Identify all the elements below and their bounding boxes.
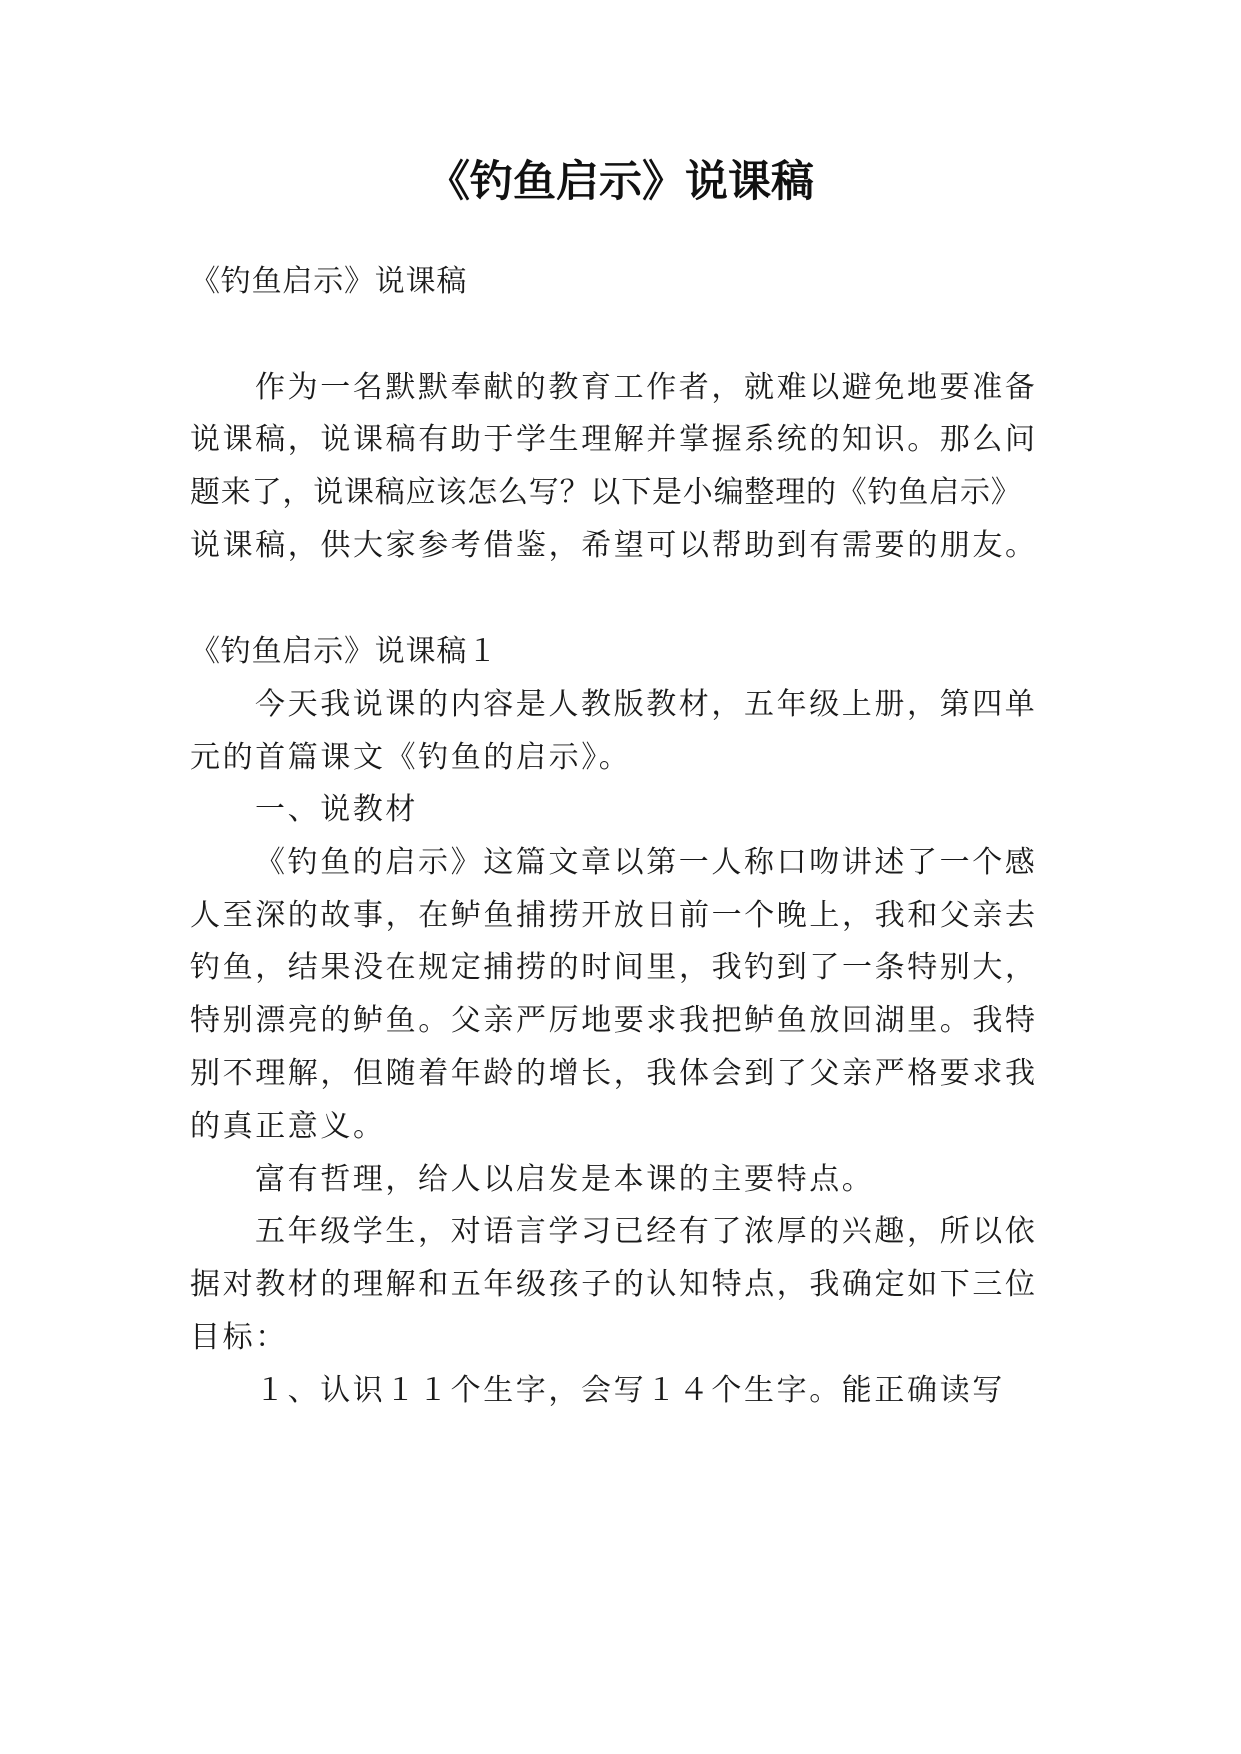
document-title: 《钓鱼启示》说课稿 [427,157,814,207]
section-heading: 《钓鱼启示》说课稿１ [190,634,498,669]
body-heading: 一、说教材 [255,792,418,827]
intro-line: 题来了，说课稿应该怎么写？以下是小编整理的《钓鱼启示》 [190,475,1022,510]
intro-line: 说课稿，说课稿有助于学生理解并掌握系统的知识。那么问 [190,422,1038,457]
body-line: 元的首篇课文《钓鱼的启示》。 [190,740,632,775]
body-line: 特别漂亮的鲈鱼。父亲严厉地要求我把鲈鱼放回湖里。我特 [190,1003,1038,1038]
body-line: 钓鱼，结果没在规定捕捞的时间里，我钓到了一条特别大， [190,950,1038,985]
body-line: 目标： [190,1320,288,1355]
intro-line: 作为一名默默奉献的教育工作者，就难以避免地要准备 [255,370,1038,405]
body-line: 今天我说课的内容是人教版教材，五年级上册，第四单 [255,687,1038,722]
body-line: 五年级学生，对语言学习已经有了浓厚的兴趣，所以依 [255,1214,1038,1249]
body-line: 的真正意义。 [190,1109,386,1144]
body-line: 人至深的故事，在鲈鱼捕捞开放日前一个晚上，我和父亲去 [190,898,1038,933]
body-line: １、认识１１个生字，会写１４个生字。能正确读写 [255,1373,1005,1408]
intro-line: 说课稿，供大家参考借鉴，希望可以帮助到有需要的朋友。 [190,528,1038,563]
body-line: 据对教材的理解和五年级孩子的认知特点，我确定如下三位 [190,1267,1038,1302]
body-line: 富有哲理，给人以启发是本课的主要特点。 [255,1162,875,1197]
body-line: 别不理解，但随着年龄的增长，我体会到了父亲严格要求我 [190,1056,1038,1091]
document-subtitle: 《钓鱼启示》说课稿 [190,264,468,299]
body-line: 《钓鱼的启示》这篇文章以第一人称口吻讲述了一个感 [255,845,1038,880]
